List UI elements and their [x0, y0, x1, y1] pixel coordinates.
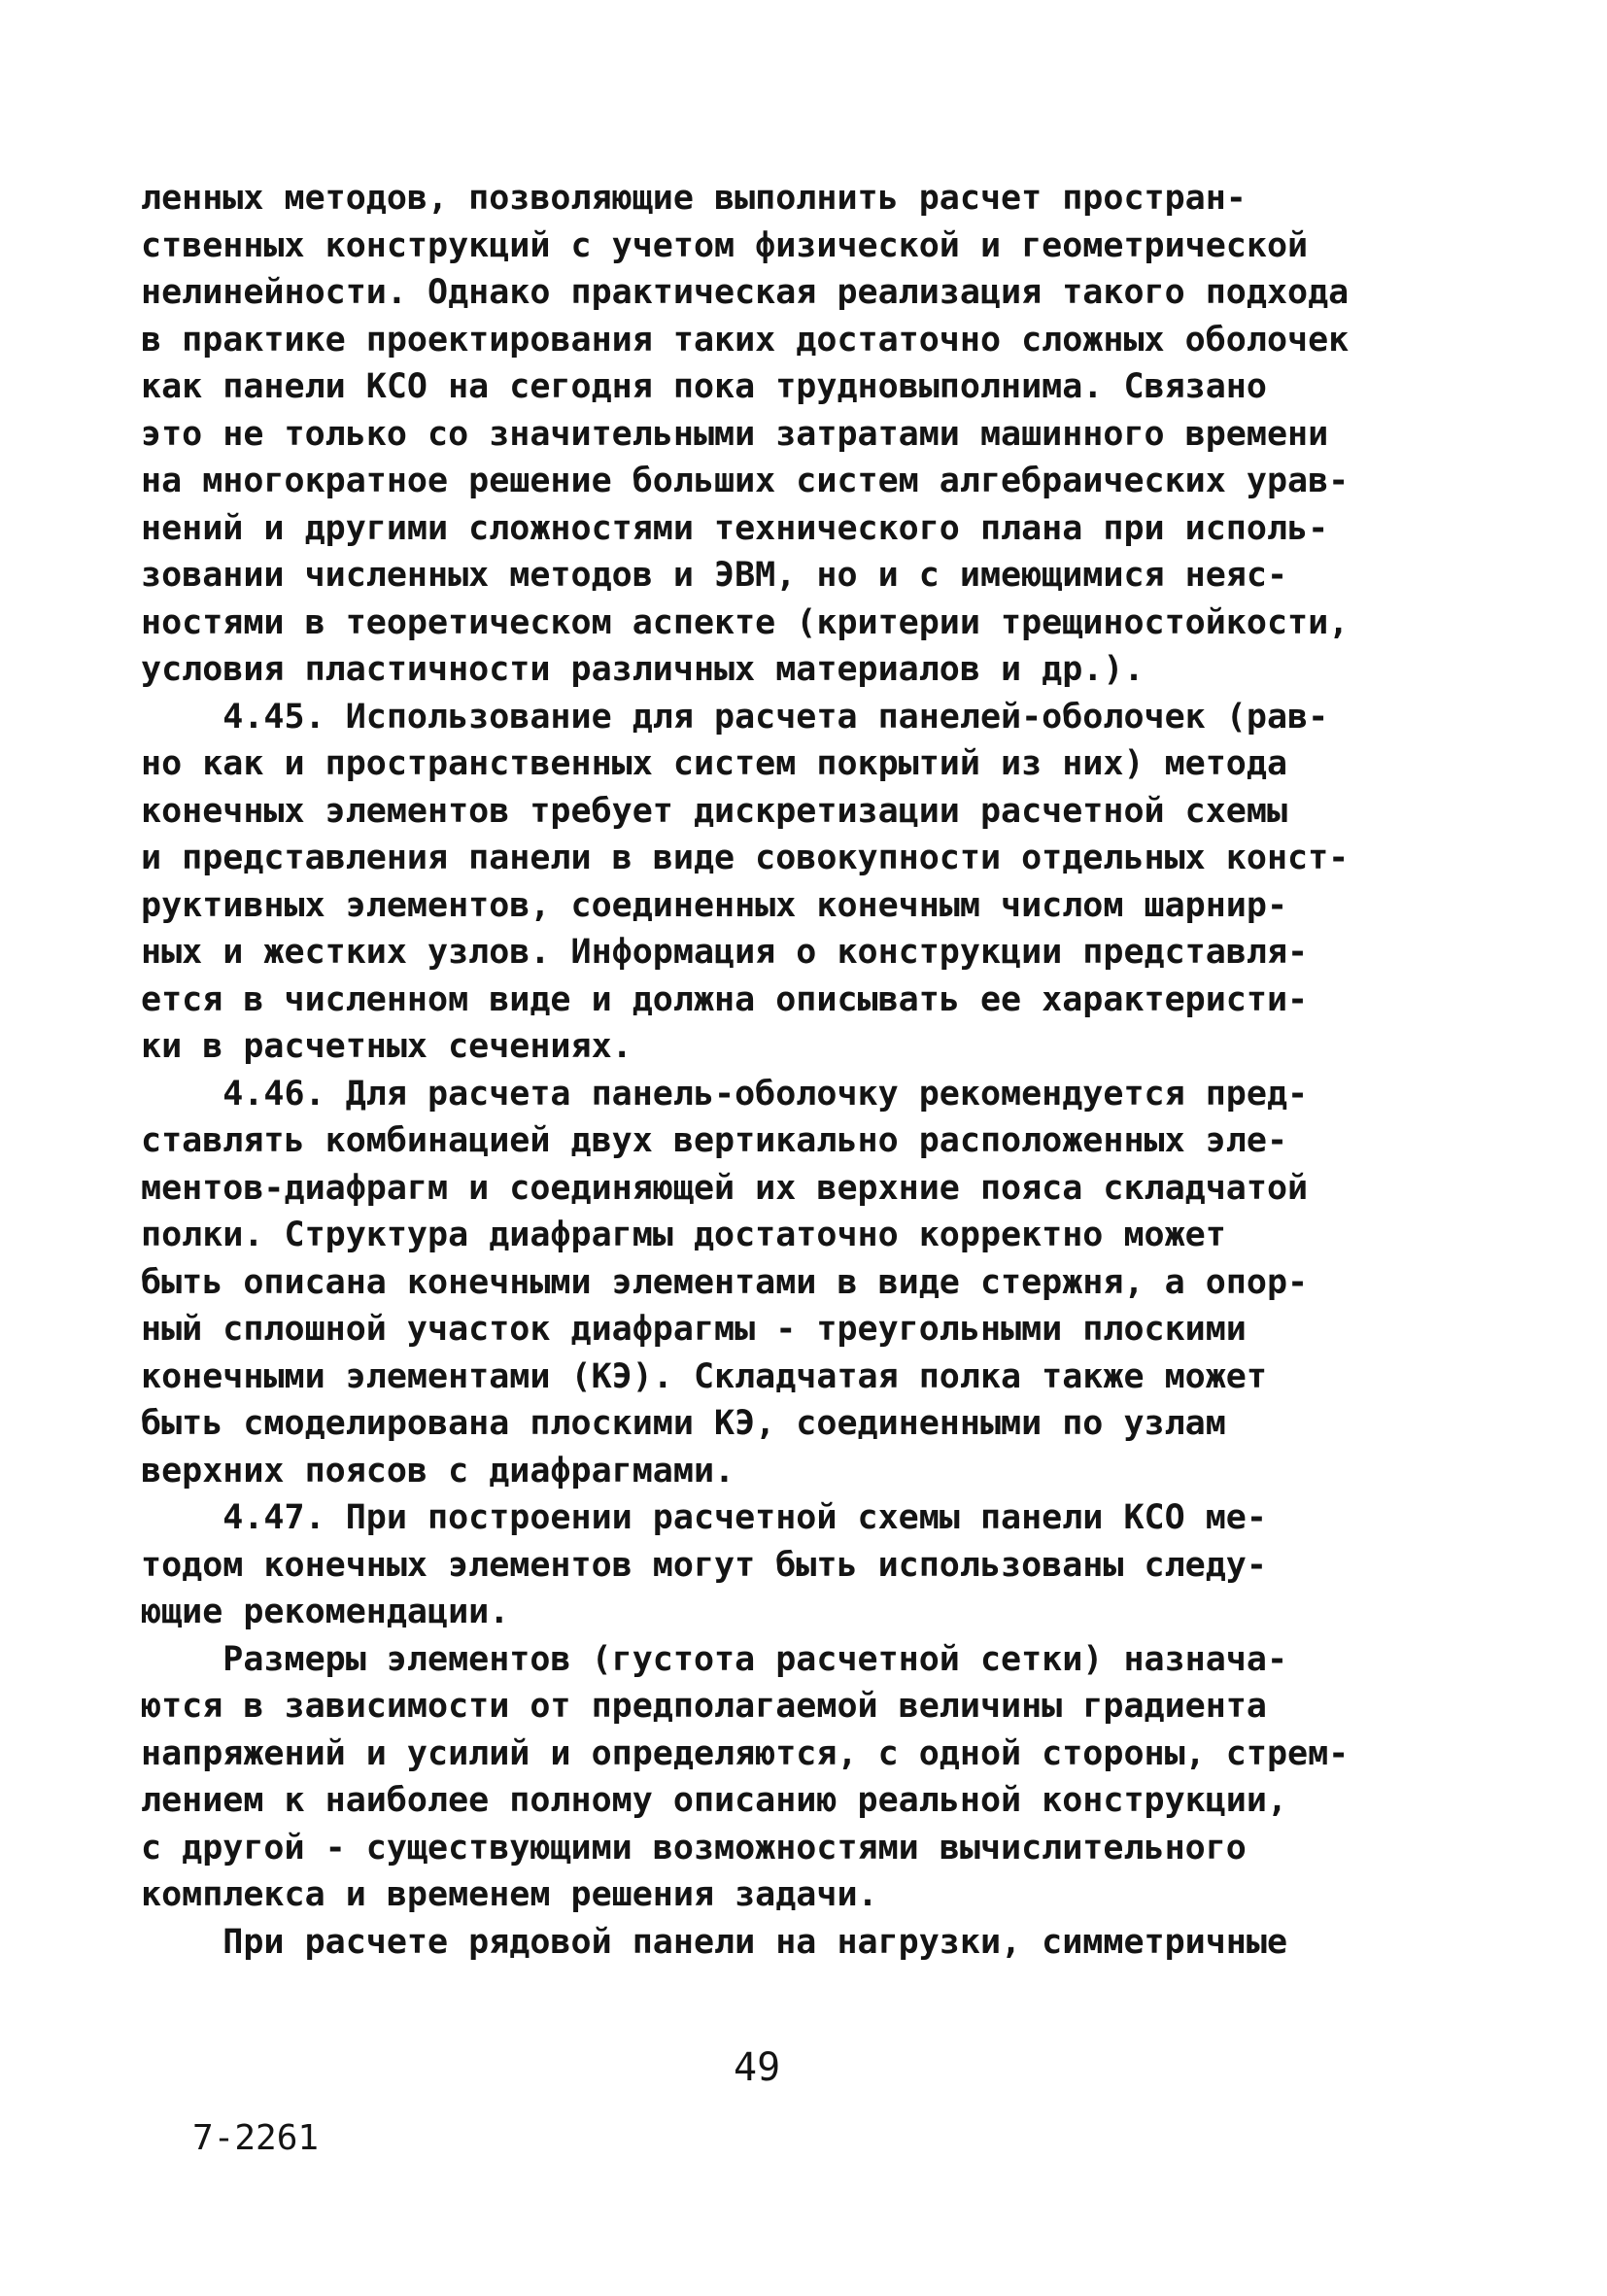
text-line: 4.46. Для расчета панель-оболочку рекомендуется пред-	[141, 1074, 1309, 1114]
text-line: полки. Структура диафрагмы достаточно корректно может	[141, 1216, 1226, 1254]
text-line: конечными элементами (КЭ). Складчатая полка также может	[141, 1356, 1267, 1396]
document-body	[141, 175, 1482, 1966]
text-line: быть описана конечными элементами в виде стержня, а опор-	[141, 1262, 1309, 1302]
text-line: ется в численном виде и должна описывать ее характеристи-	[141, 979, 1309, 1019]
paragraph	[141, 694, 1482, 1071]
text-line: но как и пространственных систем покрытий из них) метода	[141, 744, 1288, 783]
text-line: и представления панели в виде совокупности отдельных конст-	[141, 839, 1350, 877]
text-line: ментов-диафрагм и соединяющей их верхние пояса складчатой	[141, 1168, 1309, 1208]
text-line: ный сплошной участок диафрагмы - треугольными плоскими	[141, 1310, 1247, 1349]
text-line: это не только со значительными затратами машинного времени	[141, 414, 1329, 454]
text-line: зовании численных методов и ЭВМ, но и с имеющимися неяс-	[141, 556, 1288, 595]
text-line: ставлять комбинацией двух вертикально расположенных эле-	[141, 1121, 1288, 1160]
text-line: лением к наиболее полному описанию реальной конструкции,	[141, 1781, 1288, 1820]
text-line: конечных элементов требует дискретизации расчетной схемы	[141, 791, 1288, 831]
text-line: напряжений и усилий и определяются, с одной стороны, стрем-	[141, 1733, 1350, 1773]
text-line: 4.47. При построении расчетной схемы панели КСО ме-	[141, 1498, 1267, 1537]
text-line: быть смоделирована плоскими КЭ, соединенными по узлам	[141, 1404, 1226, 1443]
paragraph	[141, 1494, 1482, 1636]
text-line: на многократное решение больших систем алгебраических урав-	[141, 462, 1350, 500]
text-line: нений и другими сложностями технического плана при исполь-	[141, 508, 1329, 548]
text-line: ющие рекомендации.	[141, 1593, 510, 1631]
paragraph	[141, 1636, 1482, 1919]
text-line: ностями в теоретическом аспекте (критерии трещиностойкости,	[141, 602, 1350, 642]
text-line: ются в зависимости от предполагаемой величины градиента	[141, 1687, 1267, 1726]
text-line: ных и жестких узлов. Информация о конструкции представля-	[141, 933, 1309, 972]
text-line: ленных методов, позволяющие выполнить расчет простран-	[141, 179, 1247, 218]
text-line: нелинейности. Однако практическая реализация такого подхода	[141, 273, 1350, 312]
text-line: руктивных элементов, соединенных конечным числом шарнир-	[141, 885, 1288, 925]
text-line: Размеры элементов (густота расчетной сетки) назнача-	[141, 1639, 1288, 1679]
paragraph	[141, 175, 1482, 694]
text-line: в практике проектирования таких достаточно сложных оболочек	[141, 320, 1350, 360]
paragraph	[141, 1919, 1482, 1967]
text-line: комплекса и временем решения задачи.	[141, 1875, 878, 1914]
text-line: верхних поясов с диафрагмами.	[141, 1451, 735, 1491]
text-line: с другой - существующими возможностями вычислительного	[141, 1828, 1247, 1868]
page-number: 49	[734, 2045, 781, 2090]
text-line: тодом конечных элементов могут быть использованы следу-	[141, 1545, 1267, 1585]
print-code: 7-2261	[192, 2118, 320, 2158]
text-line: При расчете рядовой панели на нагрузки, симметричные	[141, 1922, 1288, 1962]
text-line: ственных конструкций с учетом физической и геометрической	[141, 225, 1309, 265]
text-line: как панели КСО на сегодня пока трудновыполнима. Связано	[141, 367, 1267, 406]
text-line: 4.45. Использование для расчета панелей-оболочек (рав-	[141, 697, 1329, 737]
text-line: ки в расчетных сечениях.	[141, 1027, 633, 1066]
text-line: условия пластичности различных материалов и др.).	[141, 650, 1145, 689]
paragraph	[141, 1071, 1482, 1495]
